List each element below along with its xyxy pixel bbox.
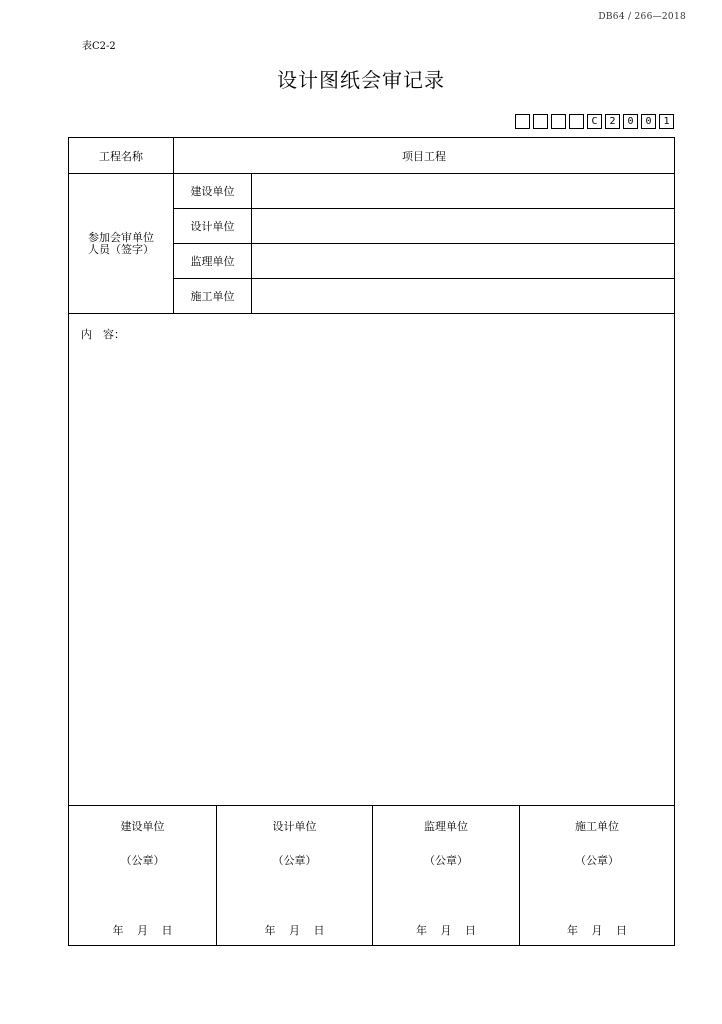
signature-block-supervision[interactable] — [373, 806, 519, 946]
unit-signature-field-design[interactable] — [252, 209, 674, 243]
signature-date: 年 月 日 — [112, 924, 173, 937]
record-code-box[interactable]: 1 — [659, 114, 674, 129]
content-field[interactable] — [99, 338, 669, 798]
record-code-box[interactable]: 0 — [623, 114, 638, 129]
unit-signature-field-contractor[interactable] — [252, 279, 674, 313]
record-code-box[interactable] — [551, 114, 566, 129]
signature-seal: （公章） — [120, 854, 165, 867]
record-code-box[interactable]: 0 — [641, 114, 656, 129]
record-code-box[interactable] — [515, 114, 530, 129]
signature-seal: （公章） — [575, 854, 619, 867]
page-title: 设计图纸会审记录 — [277, 68, 445, 92]
participants-label-line2: 人员（签字） — [88, 243, 154, 256]
signature-block-design[interactable] — [217, 806, 372, 946]
signature-seal: （公章） — [424, 854, 468, 867]
unit-label-construction: 建设单位 — [190, 185, 235, 198]
signature-unit: 建设单位 — [120, 820, 165, 833]
participants-label — [69, 174, 173, 314]
signature-unit: 设计单位 — [272, 820, 317, 833]
standard-code: DB64 / 266—2018 — [598, 12, 686, 22]
unit-label-contractor: 施工单位 — [190, 290, 235, 303]
record-code — [512, 114, 674, 129]
unit-label-design: 设计单位 — [190, 220, 235, 233]
record-code-box[interactable]: 2 — [605, 114, 620, 129]
signature-seal: （公章） — [272, 854, 317, 867]
participants-label-line1: 参加会审单位 — [88, 231, 154, 244]
record-code-box[interactable] — [533, 114, 548, 129]
content-label: 内 容： — [81, 328, 125, 341]
unit-signature-field-supervision[interactable] — [252, 244, 674, 278]
signature-block-contractor[interactable] — [520, 806, 674, 946]
review-record-table — [68, 137, 675, 946]
signature-date: 年 月 日 — [264, 924, 325, 937]
unit-label-supervision: 监理单位 — [190, 255, 235, 268]
signature-date: 年 月 日 — [567, 924, 627, 937]
signature-unit: 监理单位 — [424, 820, 468, 833]
unit-signature-field-construction[interactable] — [252, 174, 674, 208]
project-name-field[interactable]: 项目工程 — [402, 149, 446, 163]
signature-unit: 施工单位 — [575, 820, 619, 833]
record-code-box[interactable]: C — [587, 114, 602, 129]
record-code-box[interactable] — [569, 114, 584, 129]
project-name-label: 工程名称 — [99, 149, 143, 163]
form-number: 表C2-2 — [82, 41, 116, 52]
signature-block-construction[interactable] — [69, 806, 216, 946]
signature-date: 年 月 日 — [416, 924, 476, 937]
